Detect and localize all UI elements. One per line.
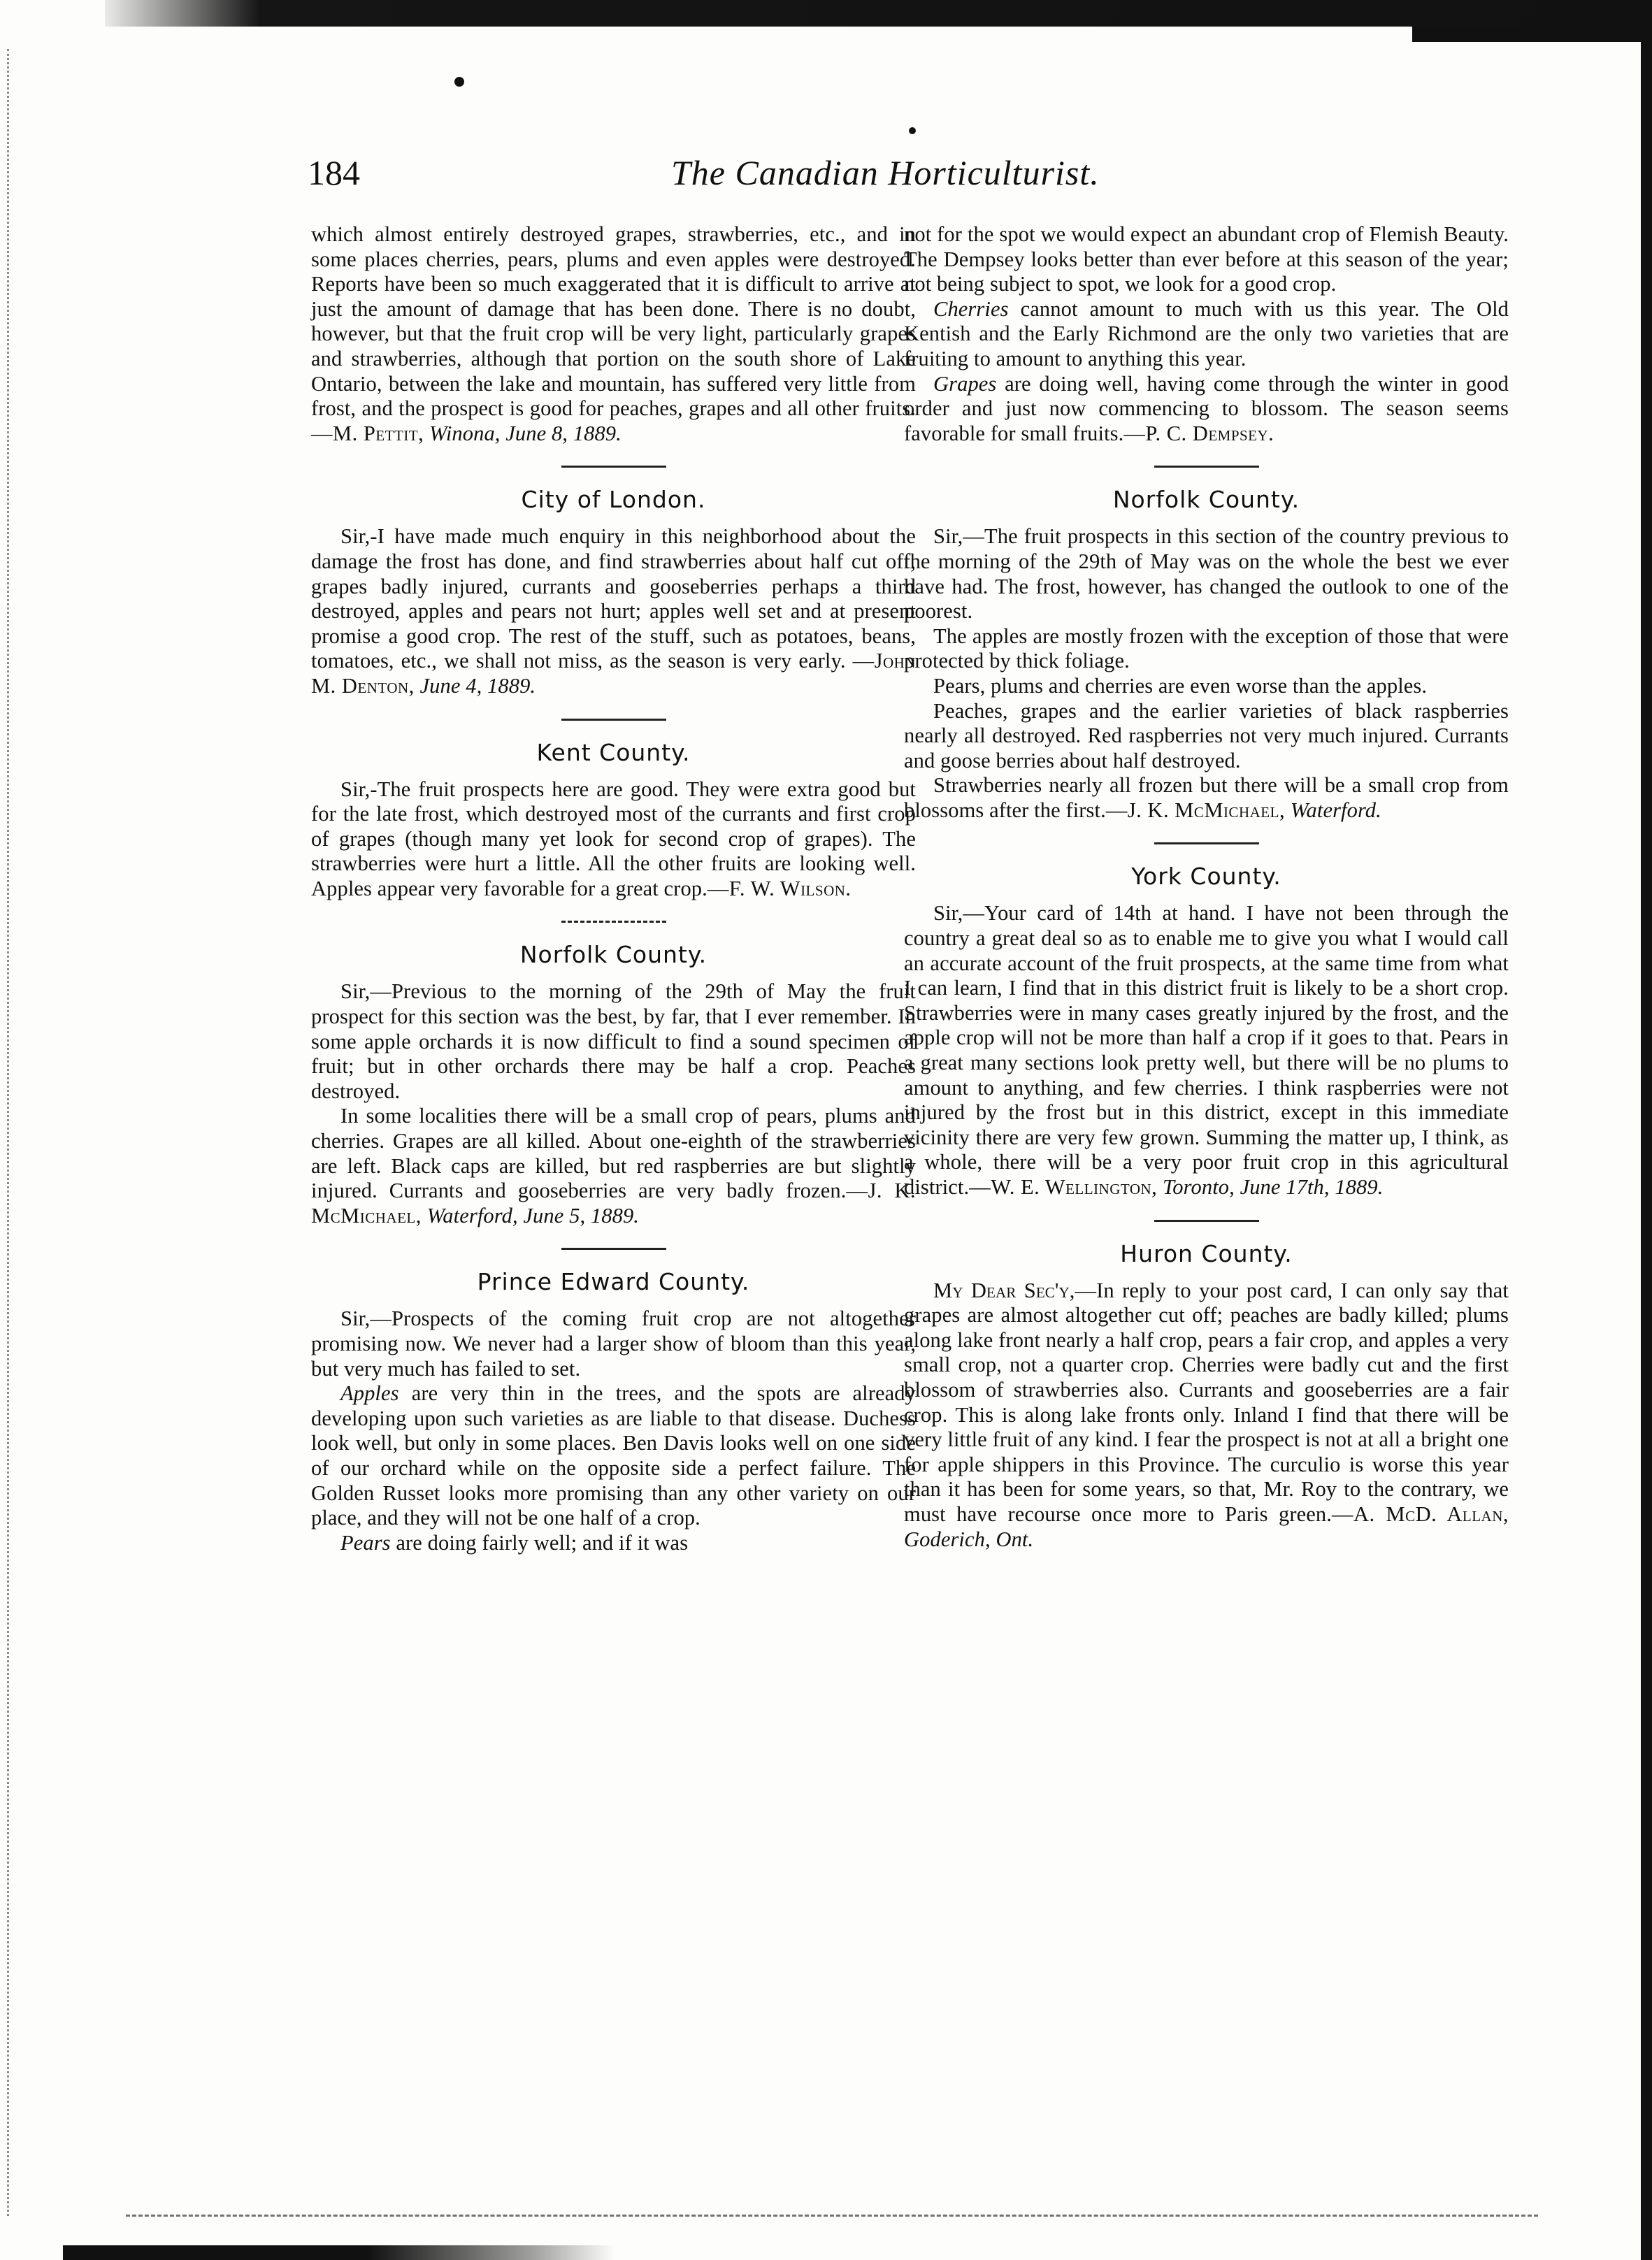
letter-mcmichael [904,773,1509,823]
letter-paragraph: Sir,—Prospects of the coming fruit crop are not altogether promising now. We never had a larger show of bloom than this year, but very much has failed to set. [311,1307,916,1381]
signature-name: —John M. Denton, [311,649,916,698]
signature-name: —A. McD. Allan, [1332,1502,1509,1526]
letter-body: Sir,-The fruit prospects here are good. They were extra good but for the late frost, which destroyed most of the currants and first crop of grapes (though many yet look for second crop of grapes). The strawberries were hurt a little. All the other fruits are looking well. Apples appear very favorable for a great crop. [311,777,916,900]
section-heading-city-of-london: City of London. [521,486,706,514]
signature-place: Goderich, Ont. [904,1527,1034,1551]
letter-paragraph: The apples are mostly frozen with the exception of those that were protected by thick foliage. [904,624,1509,673]
letter-body: Sir,-I have made much enquiry in this neighborhood about the damage the frost has done, and find strawberries about half cut off, grapes badly injured, currants and gooseberries perhaps a third destroyed, apples and pears not hurt; apples well set and at present promise a good crop. The rest of the stuff, such as potatoes, beans, tomatoes, etc., we shall not miss, as the season is very early. [311,524,916,673]
letter-body: which almost entirely destroyed grapes, strawberries, etc., and in some places cherries, pears, plums and even apples were destroyed. Reports have been so much exaggerated that it is difficult to arrive at just the amount of damage that has been done. There is no doubt, however, but that the fruit crop will be very light, particularly grapes and strawberries, although that portion on the south shore of Lake Ontario, between the lake and mountain, has suffered very little from frost, and the prospect is good for peaches, grapes and all other fruits. [311,222,916,421]
section-heading-norfolk-county: Norfolk County. [519,941,708,969]
scan-dash-line [126,2215,1538,2219]
signature-name: —J. K. McMichael, [311,1179,916,1228]
scan-border-right [1641,0,1652,2260]
letter-paragraph: Pears, plums and cherries are even worse than the apples. [933,673,1428,698]
section-heading-york-county: York County. [1131,863,1281,891]
section-divider [1154,1220,1259,1222]
letter-body: Strawberries nearly all frozen but there will be a small crop from blossoms after the first. [904,773,1509,822]
right-column [904,222,1509,1552]
letter-denton [311,524,916,698]
letter-paragraph: Peaches, grapes and the earlier varieties of black raspberries nearly all destroyed. Red raspberries not very much injured. Currants and goose berries about half destroyed. [904,698,1509,772]
letter-pettit [311,222,916,446]
section-divider [561,719,666,721]
letter-mcmichael [311,1104,916,1228]
letter-paragraph [904,297,1509,372]
lead-word: Grapes [933,371,997,396]
letter-paragraph: not for the spot we would expect an abundant crop of Flemish Beauty. The Dempsey looks better than ever before at this season of the year; not being subject to spot, we look for a good crop. [904,222,1509,296]
letter-paragraph: Sir,—The fruit prospects in this section of the country previous to the morning of the 29th of May was on the whole the best we ever have had. The frost, however, has changed the outlook to one of the poorest. [904,524,1509,624]
section-divider [1154,842,1259,844]
letter-dempsey [904,372,1509,447]
signature-name: —P. C. Dempsey. [1123,421,1274,445]
section-heading-huron-county: Huron County. [1120,1239,1293,1267]
letter-allan [904,1279,1509,1553]
signature-name: —M. Pettit, [311,421,424,445]
lead-word: Pears [340,1530,391,1555]
letter-paragraph: Sir,—Previous to the morning of the 29th of May the fruit prospect for this section was the best, by far, that I ever remember. In some apple orchards it is now difficult to find a sound specimen of fruit; but in other orchards there may be half a crop. Peaches destroyed. [311,979,916,1103]
section-divider [561,1248,666,1250]
scan-left-edge [7,49,13,2216]
letter-body: —In reply to your post card, I can only say that grapes are almost altogether cut off; peaches are badly killed; plums along lake front nearly a half crop, pears a fair crop, and apples a very small crop, not a quarter crop. Cherries were badly cut and the first blossom of strawberries also. Currants and gooseberries are a fair crop. This is along lake fronts only. Inland I find that there will be very little fruit of any kind. I fear the prospect is not at all a bright one for apple shippers in this Province. The curculio is worse this year than it has been for some years, so that, Mr. Roy to the contrary, we must have recourse once more to Paris green. [904,1278,1509,1526]
section-heading-norfolk-county: Norfolk County. [1112,486,1300,514]
journal-title: The Canadian Horticulturist. [671,153,1100,192]
letter-body: In some localities there will be a small crop of pears, plums and cherries. Grapes are all killed. About one-eighth of the strawberries are left. Black caps are killed, but red raspberries are but slightly injured. Currants and gooseberries are very badly frozen. [311,1104,916,1203]
signature-name: —F. W. Wilson. [707,876,852,900]
scan-border-bottom [63,2245,615,2260]
signature-place: Waterford. [1290,798,1381,822]
letter-body: cannot amount to much with us this year. The Old Kentish and the Early Richmond are the only two varieties that are fruiting to amount to anything this year. [904,296,1509,370]
left-column [311,222,916,1555]
lead-word: Cherries [933,296,1009,321]
scan-speck [909,127,916,134]
scan-speck [454,77,464,87]
letter-paragraph [311,1381,916,1531]
section-heading-kent-county: Kent County. [536,738,691,766]
salutation: My Dear Sec'y, [933,1278,1075,1302]
letter-body: are very thin in the trees, and the spots are already developing upon such varieties as are liable to that disease. Duchess look well, but only in some places. Ben Davis looks well on one side of our orchard while on the opposite side a perfect failure. The Golden Russet looks more promising than any other variety on our place, and they will not be one half of a crop. [311,1381,916,1530]
lead-word: Apples [340,1381,399,1406]
signature-place: June 4, 1889. [419,673,536,698]
letter-paragraph [311,1531,916,1556]
section-divider [1154,466,1259,468]
scan-border-top [105,0,1652,27]
signature-place: Waterford, June 5, 1889. [426,1203,640,1228]
scan-border-top-notch [1412,27,1652,42]
signature-name: —J. K. McMichael, [1105,798,1286,822]
letter-wilson [311,777,916,902]
letter-wellington [904,901,1509,1200]
section-divider [561,921,666,923]
running-head [308,152,1566,201]
letter-body: are doing fairly well; and if it was [396,1530,689,1555]
page-number: 184 [308,153,360,192]
signature-name: —W. E. Wellington, [969,1175,1158,1199]
signature-place: Winona, June 8, 1889. [429,421,622,445]
letter-body: Sir,—Your card of 14th at hand. I have not been through the country a great deal so as to enable me to give you what I would call an accurate account of the fruit prospects, at the same time from what I can learn, I find that in this district fruit is likely to be a short crop. Strawberries were in many cases greatly injured by the frost, and the apple crop will not be more than half a crop if it goes to that. Pears in a great many sections look pretty well, but there will be no plums to amount to anything, and few cherries. I think raspberries were not injured by the frost but in this district, except in this immediate vicinity there are very few grown. Summing the matter up, I think, as a whole, there will be a very poor fruit crop in this agricultural district. [904,901,1509,1199]
section-divider [561,466,666,468]
signature-place: Toronto, June 17th, 1889. [1163,1175,1384,1199]
letter-body: are doing well, having come through the winter in good order and just now commencing to blossom. The season seems favorable for small fruits. [904,371,1509,445]
section-heading-prince-edward-county: Prince Edward County. [477,1268,750,1296]
